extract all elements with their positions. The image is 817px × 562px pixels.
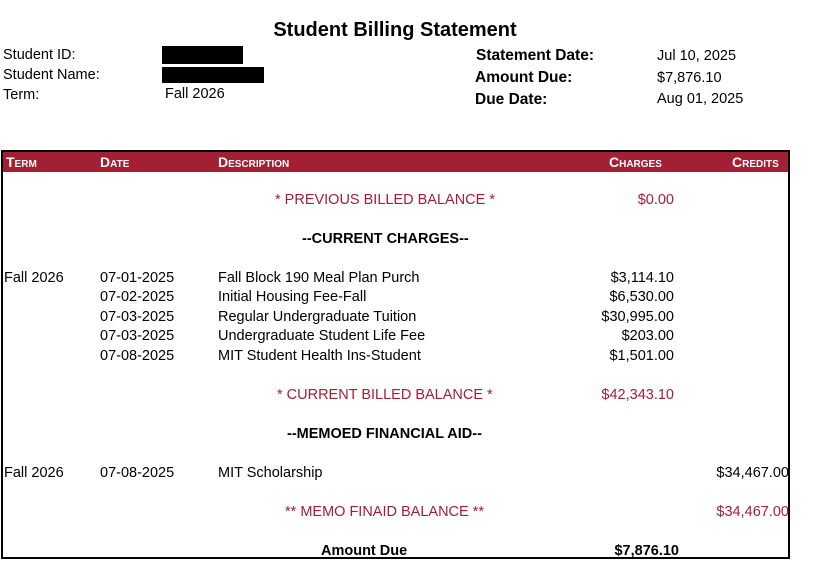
column-header-credits: Credits [732,154,779,170]
amount-due-value: $7,876.10 [657,70,722,86]
charge-row-description: Undergraduate Student Life Fee [218,328,426,344]
column-header-term: Term [6,154,37,170]
term-value: Fall 2026 [165,86,225,102]
charge-row-amount: $30,995.00 [601,309,674,325]
student-name-label: Student Name: [3,67,100,83]
charge-row-date: 07-08-2025 [100,348,175,364]
charge-row-term: Fall 2026 [4,270,64,286]
student-name-redaction [162,67,264,83]
column-header-description: Description [218,154,290,170]
aid-row-description: MIT Scholarship [218,465,323,481]
aid-row-date: 07-08-2025 [100,465,175,481]
charge-row-description: Fall Block 190 Meal Plan Purch [218,270,420,286]
term-label: Term: [3,87,40,103]
charge-row-date: 07-03-2025 [100,309,175,325]
memo-aid-heading: --MEMOED FINANCIAL AID-- [287,426,482,442]
charge-row-amount: $1,501.00 [609,348,674,364]
amount-due-footer-label: Amount Due [321,543,408,559]
previous-balance-label: * PREVIOUS BILLED BALANCE * [275,192,495,208]
current-balance-label: * CURRENT BILLED BALANCE * [277,387,493,403]
column-header-charges: Charges [609,154,662,170]
student-id-label: Student ID: [3,47,76,63]
memo-balance-label: ** MEMO FINAID BALANCE ** [285,504,485,520]
charge-row-date: 07-01-2025 [100,270,175,286]
amount-due-footer-amount: $7,876.10 [614,543,679,559]
charge-row-date: 07-03-2025 [100,328,175,344]
due-date-value: Aug 01, 2025 [657,91,744,107]
charge-row-amount: $3,114.10 [610,270,674,286]
table-header-row [3,152,788,172]
charge-row-description: MIT Student Health Ins-Student [218,348,421,364]
charge-row-amount: $203.00 [621,328,674,344]
due-date-label: Due Date: [475,91,548,108]
memo-balance-amount: $34,467.00 [716,504,789,520]
aid-row-term: Fall 2026 [4,465,64,481]
current-charges-heading: --CURRENT CHARGES-- [302,231,469,247]
charge-row-date: 07-02-2025 [100,289,175,305]
amount-due-label: Amount Due: [475,69,573,86]
charge-row-amount: $6,530.00 [609,289,674,305]
column-header-date: Date [100,154,130,170]
student-id-redaction [162,46,243,64]
statement-date-value: Jul 10, 2025 [657,48,737,64]
charge-row-description: Initial Housing Fee-Fall [218,289,367,305]
statement-date-label: Statement Date: [476,47,594,64]
page-title: Student Billing Statement [273,19,517,41]
charge-row-description: Regular Undergraduate Tuition [218,309,417,325]
aid-row-credit: $34,467.00 [716,465,789,481]
current-balance-amount: $42,343.10 [601,387,674,403]
previous-balance-amount: $0.00 [637,192,674,208]
